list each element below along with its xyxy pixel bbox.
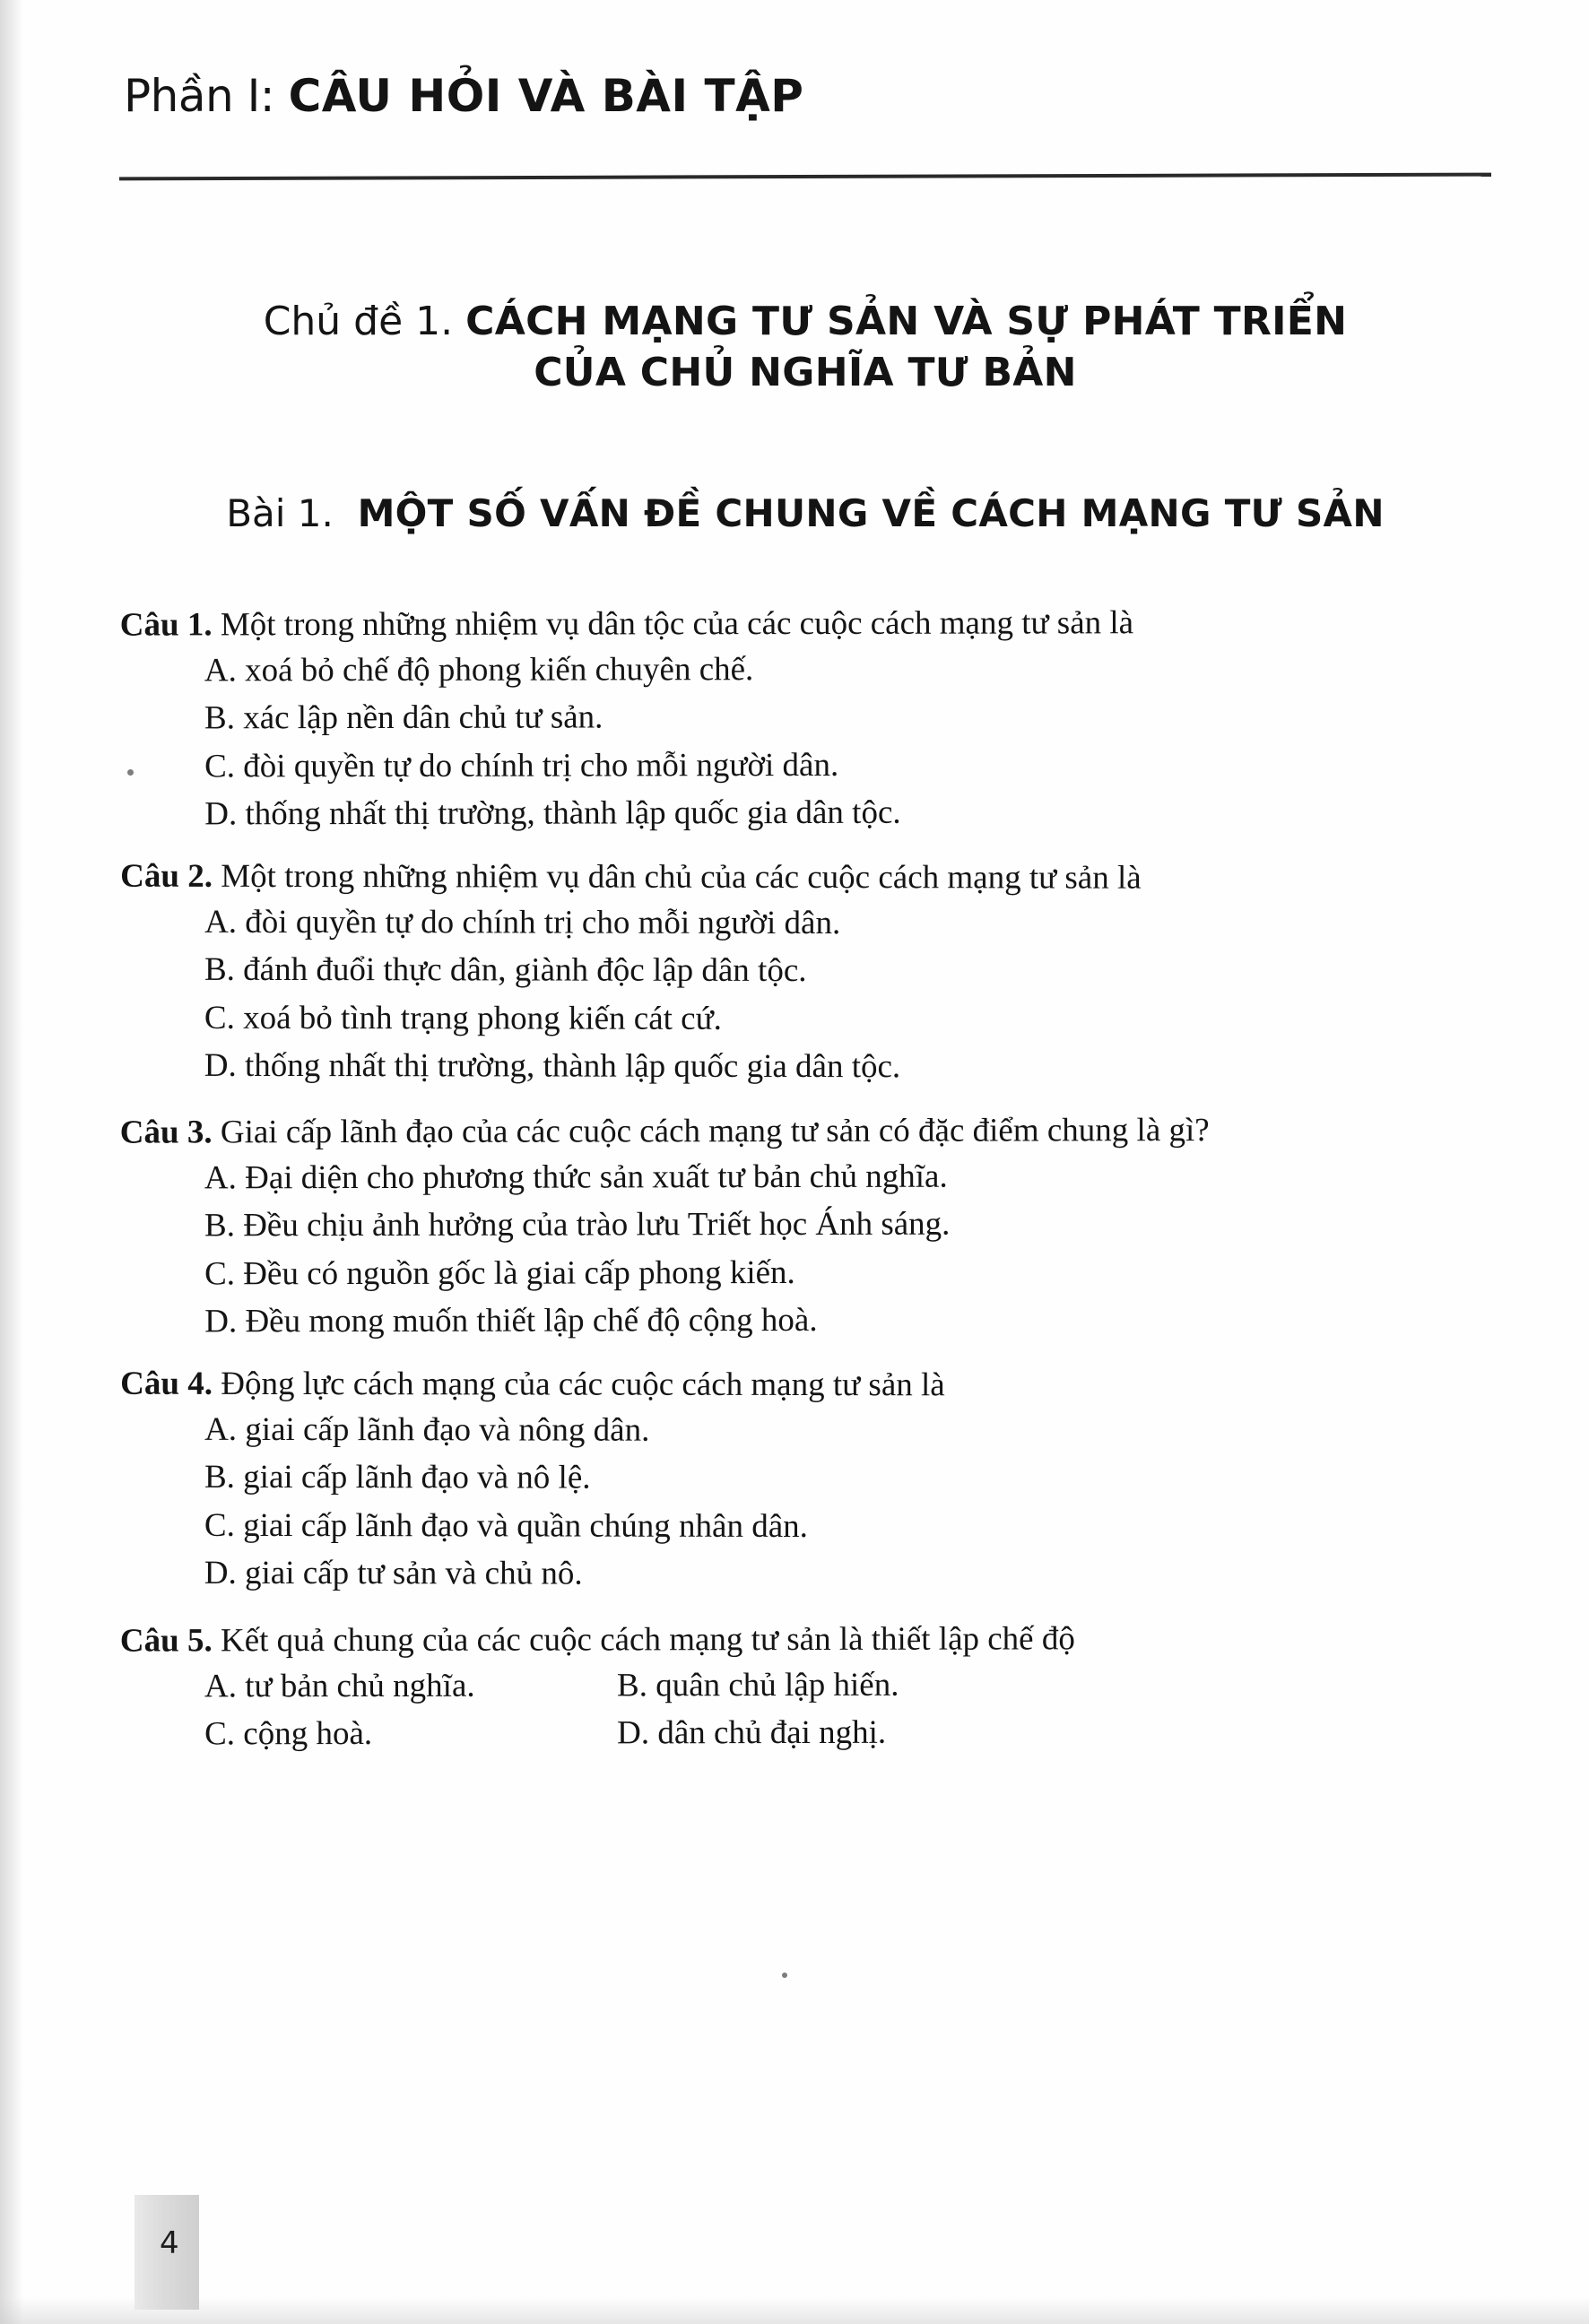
- answer-option[interactable]: A. giai cấp lãnh đạo và nông dân.: [204, 1411, 650, 1450]
- answer-option[interactable]: C. cộng hoà.: [204, 1714, 373, 1753]
- answer-option[interactable]: B. xác lập nền dân chủ tư sản.: [204, 698, 603, 737]
- question-text: Động lực cách mạng của các cuộc cách mạng tư sản là: [221, 1366, 945, 1404]
- question-stem: [0, 601, 1589, 647]
- part-heading-prefix: Phần I:: [124, 70, 275, 122]
- stray-ink-mark: [782, 1973, 787, 1978]
- topic-heading-line-2: CỦA CHỦ NGHĨA TƯ BẢN: [534, 350, 1077, 396]
- answer-option[interactable]: D. giai cấp tư sản và chủ nô.: [204, 1555, 583, 1592]
- question-label: Câu 2.: [120, 857, 213, 896]
- question-block: [0, 1617, 1589, 1758]
- answer-option[interactable]: B. giai cấp lãnh đạo và nô lệ.: [204, 1459, 591, 1497]
- question-text: Một trong những nhiệm vụ dân tộc của các cuộc cách mạng tư sản là: [220, 604, 1134, 644]
- topic-heading: [106, 296, 1505, 398]
- question-text: Giai cấp lãnh đạo của các cuộc cách mạng tư sản có đặc điểm chung là gì?: [220, 1112, 1210, 1151]
- answer-option[interactable]: B. quân chủ lập hiến.: [616, 1666, 899, 1704]
- page-bottom-edge-shadow: [0, 2297, 1589, 2324]
- answer-option[interactable]: A. tư bản chủ nghĩa.: [204, 1667, 475, 1705]
- stray-ink-mark: [127, 769, 134, 776]
- part-heading-title: CÂU HỎI VÀ BÀI TẬP: [288, 70, 804, 122]
- answer-option[interactable]: A. đòi quyền tự do chính trị cho mỗi người dân.: [204, 904, 841, 942]
- answer-option[interactable]: B. Đều chịu ảnh hưởng của trào lưu Triết học Ánh sáng.: [204, 1206, 951, 1245]
- question-stem: [0, 1617, 1589, 1663]
- question-list: [0, 603, 1589, 1776]
- page-number: 4: [160, 2225, 179, 2261]
- answer-option[interactable]: C. đòi quyền tự do chính trị cho mỗi người dân.: [204, 746, 839, 785]
- answer-option[interactable]: A. Đại diện cho phương thức sản xuất tư bản chủ nghĩa.: [204, 1158, 948, 1197]
- question-stem: [0, 855, 1589, 901]
- question-stem: [0, 1108, 1589, 1155]
- answer-option[interactable]: C. giai cấp lãnh đạo và quần chúng nhân dân.: [204, 1506, 808, 1546]
- answer-option[interactable]: D. Đều mong muốn thiết lập chế độ cộng hoà.: [204, 1302, 818, 1340]
- question-text: Kết quả chung của các cuộc cách mạng tư sản là thiết lập chế độ: [220, 1619, 1075, 1659]
- part-heading: [124, 70, 1487, 122]
- question-text: Một trong những nhiệm vụ dân chủ của các cuộc cách mạng tư sản là: [221, 858, 1142, 897]
- answer-option[interactable]: C. Đều có nguồn gốc là giai cấp phong kiến.: [204, 1253, 795, 1293]
- topic-heading-prefix: Chủ đề 1.: [263, 299, 454, 344]
- lesson-heading-title: MỘT SỐ VẤN ĐỀ CHUNG VỀ CÁCH MẠNG TƯ SẢN: [357, 491, 1385, 535]
- topic-heading-line-1: CÁCH MẠNG TƯ SẢN VÀ SỰ PHÁT TRIỂN: [465, 299, 1348, 344]
- answer-option-grid: [0, 1660, 1589, 1758]
- answer-option[interactable]: D. thống nhất thị trường, thành lập quốc gia dân tộc.: [204, 1046, 901, 1086]
- lesson-heading-prefix: Bài 1.: [226, 491, 334, 535]
- question-block: [0, 855, 1589, 1092]
- answer-option[interactable]: B. đánh đuổi thực dân, giành độc lập dân tộc.: [204, 951, 807, 990]
- part-heading-divider: [119, 173, 1491, 181]
- answer-option[interactable]: A. xoá bỏ chế độ phong kiến chuyên chế.: [204, 651, 754, 689]
- question-label: Câu 5.: [119, 1621, 213, 1660]
- answer-option[interactable]: C. xoá bỏ tình trạng phong kiến cát cứ.: [204, 999, 722, 1037]
- question-block: [0, 1363, 1589, 1600]
- question-block: [0, 601, 1589, 838]
- question-label: Câu 4.: [120, 1366, 213, 1403]
- lesson-heading: [106, 491, 1505, 535]
- answer-option[interactable]: D. thống nhất thị trường, thành lập quốc gia dân tộc.: [204, 793, 901, 833]
- question-label: Câu 1.: [119, 606, 213, 644]
- answer-option[interactable]: D. dân chủ đại nghị.: [617, 1713, 887, 1752]
- question-stem: [0, 1363, 1589, 1409]
- question-label: Câu 3.: [119, 1114, 213, 1151]
- question-block: [0, 1108, 1589, 1346]
